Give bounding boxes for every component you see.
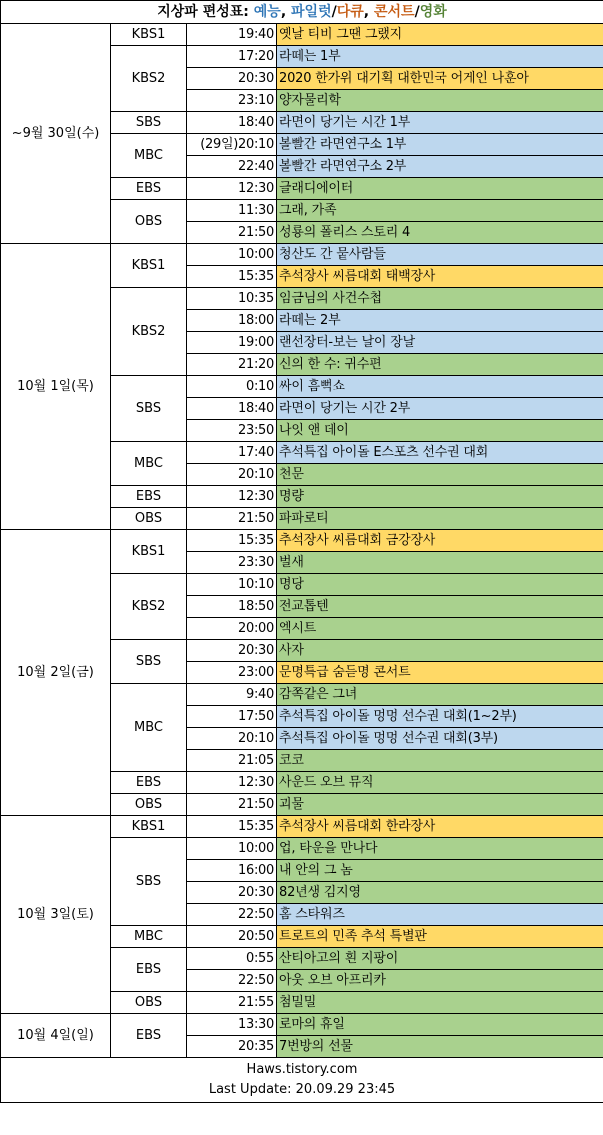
program-cell: 추석특집 아이돌 멍멍 선수권 대회(1~2부) [277, 706, 603, 728]
time-cell: 20:10 [187, 464, 277, 486]
date-cell: 10월 1일(목) [1, 244, 111, 530]
program-cell: 2020 한가위 대기획 대한민국 어게인 나훈아 [277, 68, 603, 90]
program-cell: 트로트의 민족 추석 특별판 [277, 926, 603, 948]
time-cell: 18:00 [187, 310, 277, 332]
program-cell: 감쪽같은 그녀 [277, 684, 603, 706]
time-cell: 18:40 [187, 112, 277, 134]
channel-cell: SBS [111, 112, 187, 134]
footer-site: Haws.tistory.com [246, 1062, 358, 1077]
time-cell: 15:35 [187, 816, 277, 838]
program-cell: 청산도 간 뭍사람들 [277, 244, 603, 266]
program-cell: 명당 [277, 574, 603, 596]
time-cell: 20:00 [187, 618, 277, 640]
time-cell: 22:50 [187, 904, 277, 926]
channel-cell: KBS1 [111, 530, 187, 574]
channel-cell: MBC [111, 926, 187, 948]
schedule-body [1, 1, 603, 1103]
channel-cell: MBC [111, 134, 187, 178]
program-cell: 추석장사 씨름대회 한라장사 [277, 816, 603, 838]
program-cell: 82년생 김지영 [277, 882, 603, 904]
program-cell: 양자물리학 [277, 90, 603, 112]
channel-cell: KBS2 [111, 46, 187, 112]
time-cell: (29일)20:10 [187, 134, 277, 156]
channel-cell: MBC [111, 684, 187, 772]
table-row [1, 1014, 603, 1036]
time-cell: 22:40 [187, 156, 277, 178]
time-cell: 18:40 [187, 398, 277, 420]
program-cell: 사운드 오브 뮤직 [277, 772, 603, 794]
time-cell: 19:00 [187, 332, 277, 354]
legend-variety: 예능 [253, 4, 281, 20]
channel-cell: KBS2 [111, 288, 187, 376]
date-cell: 10월 4일(일) [1, 1014, 111, 1058]
time-cell: 16:00 [187, 860, 277, 882]
program-cell: 명량 [277, 486, 603, 508]
footer-row [1, 1058, 603, 1103]
time-cell: 17:50 [187, 706, 277, 728]
legend-slash-2: / [414, 4, 420, 20]
date-cell: ~9월 30일(수) [1, 24, 111, 244]
channel-cell: KBS1 [111, 24, 187, 46]
program-cell: 홈 스타워즈 [277, 904, 603, 926]
channel-cell: EBS [111, 1014, 187, 1058]
program-cell: 아웃 오브 아프리카 [277, 970, 603, 992]
time-cell: 21:50 [187, 508, 277, 530]
legend-sep-1: , [280, 4, 292, 20]
time-cell: 20:30 [187, 882, 277, 904]
legend-slash-1: / [331, 4, 337, 20]
program-cell: 천문 [277, 464, 603, 486]
time-cell: 10:35 [187, 288, 277, 310]
time-cell: 22:50 [187, 970, 277, 992]
date-cell: 10월 2일(금) [1, 530, 111, 816]
channel-cell: EBS [111, 772, 187, 794]
channel-cell: OBS [111, 992, 187, 1014]
table-row [1, 244, 603, 266]
program-cell: 문명특급 숨듣명 콘서트 [277, 662, 603, 684]
time-cell: 21:50 [187, 794, 277, 816]
time-cell: 21:20 [187, 354, 277, 376]
program-cell: 벌새 [277, 552, 603, 574]
program-cell: 추석장사 씨름대회 태백장사 [277, 266, 603, 288]
footer-updated: Last Update: 20.09.29 23:45 [208, 1082, 396, 1097]
channel-cell: EBS [111, 948, 187, 992]
program-cell: 나잇 앤 데이 [277, 420, 603, 442]
time-cell: 9:40 [187, 684, 277, 706]
program-cell: 랜선장터-보는 날이 장날 [277, 332, 603, 354]
title-prefix: 지상파 편성표: [157, 4, 254, 20]
time-cell: 15:35 [187, 266, 277, 288]
program-cell: 신의 한 수: 귀수편 [277, 354, 603, 376]
program-cell: 추석장사 씨름대회 금강장사 [277, 530, 603, 552]
channel-cell: KBS1 [111, 816, 187, 838]
time-cell: 21:55 [187, 992, 277, 1014]
channel-cell: SBS [111, 838, 187, 926]
program-cell: 첨밀밀 [277, 992, 603, 1014]
time-cell: 19:40 [187, 24, 277, 46]
program-cell: 옛날 티비 그땐 그랬지 [277, 24, 603, 46]
program-cell: 볼빨간 라면연구소 1부 [277, 134, 603, 156]
channel-cell: EBS [111, 178, 187, 200]
table-title [1, 1, 603, 24]
time-cell: 12:30 [187, 178, 277, 200]
legend-pilot: 파일럿 [291, 4, 332, 20]
program-cell: 라면이 당기는 시간 2부 [277, 398, 603, 420]
program-cell: 업, 타운을 만나다 [277, 838, 603, 860]
time-cell: 20:30 [187, 68, 277, 90]
program-cell: 볼빨간 라면연구소 2부 [277, 156, 603, 178]
channel-cell: KBS1 [111, 244, 187, 288]
program-cell: 라떼는 1부 [277, 46, 603, 68]
time-cell: 18:50 [187, 596, 277, 618]
time-cell: 23:00 [187, 662, 277, 684]
date-cell: 10월 3일(토) [1, 816, 111, 1014]
time-cell: 23:10 [187, 90, 277, 112]
legend-movie: 영화 [419, 4, 447, 20]
program-cell: 추석특집 아이돌 E스포츠 선수권 대회 [277, 442, 603, 464]
table-row [1, 816, 603, 838]
program-cell: 산티아고의 흰 지팡이 [277, 948, 603, 970]
program-cell: 글래디에이터 [277, 178, 603, 200]
time-cell: 0:10 [187, 376, 277, 398]
program-cell: 싸이 흠뻑쇼 [277, 376, 603, 398]
program-cell: 임금님의 사건수첩 [277, 288, 603, 310]
channel-cell: EBS [111, 486, 187, 508]
program-cell: 괴물 [277, 794, 603, 816]
program-cell: 그래, 가족 [277, 200, 603, 222]
time-cell: 17:20 [187, 46, 277, 68]
time-cell: 20:10 [187, 728, 277, 750]
time-cell: 20:30 [187, 640, 277, 662]
time-cell: 15:35 [187, 530, 277, 552]
program-cell: 엑시트 [277, 618, 603, 640]
program-cell: 파파로티 [277, 508, 603, 530]
channel-cell: KBS2 [111, 574, 187, 640]
program-cell: 내 안의 그 놈 [277, 860, 603, 882]
program-cell: 성룡의 폴리스 스토리 4 [277, 222, 603, 244]
legend-concert: 콘서트 [373, 4, 415, 20]
time-cell: 11:30 [187, 200, 277, 222]
time-cell: 10:00 [187, 244, 277, 266]
channel-cell: OBS [111, 794, 187, 816]
time-cell: 10:00 [187, 838, 277, 860]
time-cell: 17:40 [187, 442, 277, 464]
time-cell: 21:05 [187, 750, 277, 772]
time-cell: 23:50 [187, 420, 277, 442]
program-cell: 코코 [277, 750, 603, 772]
table-row [1, 530, 603, 552]
program-cell: 전교톱텐 [277, 596, 603, 618]
channel-cell: MBC [111, 442, 187, 486]
program-cell: 추석특집 아이돌 멍멍 선수권 대회(3부) [277, 728, 603, 750]
time-cell: 12:30 [187, 772, 277, 794]
channel-cell: OBS [111, 508, 187, 530]
time-cell: 0:55 [187, 948, 277, 970]
channel-cell: SBS [111, 376, 187, 442]
legend-docu: 다큐 [336, 4, 364, 20]
legend-sep-2: , [363, 4, 374, 20]
program-cell: 라면이 당기는 시간 1부 [277, 112, 603, 134]
time-cell: 12:30 [187, 486, 277, 508]
program-cell: 라떼는 2부 [277, 310, 603, 332]
footer-cell [1, 1058, 603, 1103]
time-cell: 13:30 [187, 1014, 277, 1036]
channel-cell: OBS [111, 200, 187, 244]
time-cell: 23:30 [187, 552, 277, 574]
header-row [1, 1, 603, 24]
time-cell: 20:35 [187, 1036, 277, 1058]
time-cell: 20:50 [187, 926, 277, 948]
program-cell: 로마의 휴일 [277, 1014, 603, 1036]
program-cell: 사자 [277, 640, 603, 662]
program-cell: 7번방의 선물 [277, 1036, 603, 1058]
time-cell: 21:50 [187, 222, 277, 244]
table-row [1, 24, 603, 46]
time-cell: 10:10 [187, 574, 277, 596]
channel-cell: SBS [111, 640, 187, 684]
